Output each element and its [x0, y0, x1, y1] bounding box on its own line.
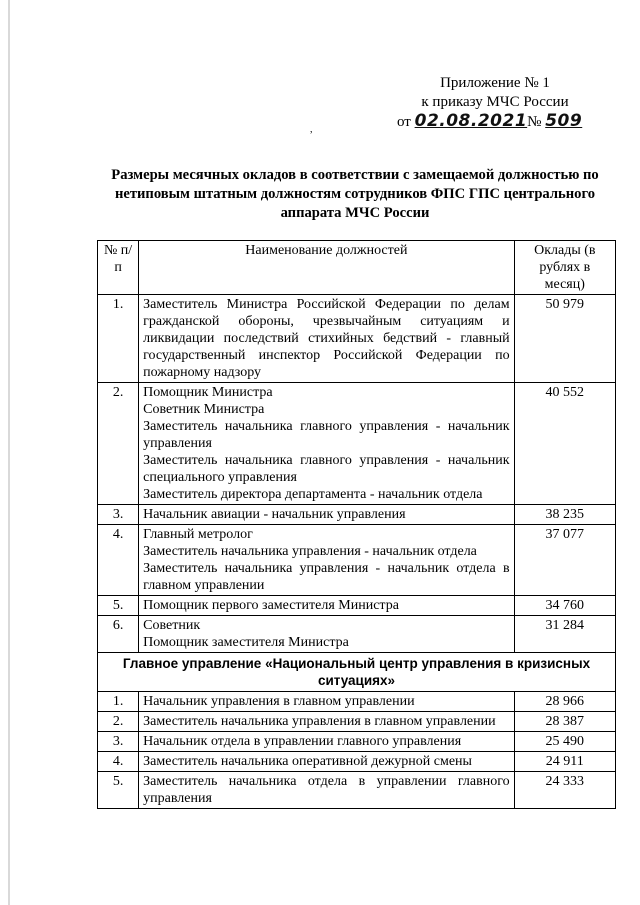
- position-title: Начальник авиации - начальник управления: [143, 507, 406, 522]
- document-title: Размеры месячных окладов в соответствии с замещаемой должностью по нетиповым штатным должностям сотрудников ФПС ГПС центрального аппарата МЧС России: [111, 167, 599, 221]
- number-sign: №: [527, 114, 542, 130]
- table-row: [98, 772, 616, 809]
- position-cell: [139, 383, 514, 505]
- position-title: Заместитель начальника главного управления - начальник управления: [143, 419, 510, 451]
- row-number: 5.: [98, 772, 139, 809]
- table-row: [98, 505, 616, 525]
- position-cell: [139, 616, 514, 653]
- attachment-line: Приложение № 1: [440, 75, 550, 91]
- position-cell: [139, 295, 514, 383]
- table-row: [98, 295, 616, 383]
- row-number: 1.: [98, 295, 139, 383]
- table-row: [98, 752, 616, 772]
- table-row: [98, 732, 616, 752]
- salary-value: 24 911: [514, 752, 615, 772]
- handwritten-date: 02.08.2021: [414, 111, 528, 131]
- table-row: [98, 383, 616, 505]
- row-number: 4.: [98, 525, 139, 596]
- position-title: Помощник Министра: [143, 385, 273, 400]
- row-number: 3.: [98, 505, 139, 525]
- row-number: 6.: [98, 616, 139, 653]
- position-title: Советник: [143, 618, 201, 633]
- main-rows: [98, 295, 616, 653]
- section-row: [98, 653, 616, 692]
- salary-value: 50 979: [514, 295, 615, 383]
- table-row: [98, 616, 616, 653]
- header-salary: Оклады (в рублях в месяц): [514, 241, 615, 295]
- handwritten-number: 509: [545, 111, 583, 131]
- position-cell: [139, 505, 514, 525]
- table-row: [98, 692, 616, 712]
- row-number: 3.: [98, 732, 139, 752]
- position-cell: [139, 596, 514, 616]
- position-title: Заместитель директора департамента - начальник отдела: [143, 487, 483, 502]
- position-title: Заместитель начальника управления в главном управлении: [143, 714, 496, 729]
- position-title: Заместитель начальника оперативной дежурной смены: [143, 754, 472, 769]
- position-title: Советник Министра: [143, 402, 265, 417]
- position-title: Помощник первого заместителя Министра: [143, 598, 399, 613]
- order-date-line: [395, 112, 595, 132]
- row-number: 2.: [98, 712, 139, 732]
- scan-edge: [8, 0, 10, 905]
- salary-value: 28 387: [514, 712, 615, 732]
- row-number: 2.: [98, 383, 139, 505]
- stray-mark: ,: [310, 124, 313, 135]
- attachment-header: [395, 74, 595, 132]
- position-title: Заместитель начальника отдела в управлении главного управления: [143, 774, 510, 806]
- salary-table: [97, 240, 616, 809]
- salary-value: 37 077: [514, 525, 615, 596]
- position-title: Начальник отдела в управлении главного управления: [143, 734, 462, 749]
- salary-value: 34 760: [514, 596, 615, 616]
- table-row: [98, 596, 616, 616]
- position-cell: [139, 712, 514, 732]
- row-number: 1.: [98, 692, 139, 712]
- position-cell: [139, 732, 514, 752]
- header-num: № п/п: [98, 241, 139, 295]
- salary-value: 24 333: [514, 772, 615, 809]
- salary-value: 28 966: [514, 692, 615, 712]
- position-title: Главный метролог: [143, 527, 253, 542]
- position-title: Помощник заместителя Министра: [143, 635, 349, 650]
- section-rows: [98, 692, 616, 809]
- table-row: [98, 712, 616, 732]
- salary-value: 40 552: [514, 383, 615, 505]
- position-title: Заместитель Министра Российской Федерации по делам гражданской обороны, чрезвычайным ситуациям и ликвидации последствий стихийных бедствий - главный государственный инспектор Российской Федерации по пожарному надзору: [143, 297, 510, 380]
- table-header-row: [98, 241, 616, 295]
- position-cell: [139, 692, 514, 712]
- salary-value: 25 490: [514, 732, 615, 752]
- salary-value: 31 284: [514, 616, 615, 653]
- position-cell: [139, 752, 514, 772]
- position-title: Заместитель начальника управления - начальник отдела: [143, 544, 477, 559]
- order-line: к приказу МЧС России: [421, 94, 569, 110]
- date-prefix: от: [397, 114, 411, 130]
- table-row: [98, 525, 616, 596]
- row-number: 4.: [98, 752, 139, 772]
- salary-value: 38 235: [514, 505, 615, 525]
- position-cell: [139, 772, 514, 809]
- position-title: Заместитель начальника главного управления - начальник специального управления: [143, 453, 510, 485]
- position-title: Заместитель начальника управления - начальник отдела в главном управлении: [143, 561, 510, 593]
- position-title: Начальник управления в главном управлении: [143, 694, 415, 709]
- header-name: Наименование должностей: [139, 241, 514, 295]
- position-cell: [139, 525, 514, 596]
- section-title: Главное управление «Национальный центр управления в кризисных ситуациях»: [98, 653, 616, 692]
- row-number: 5.: [98, 596, 139, 616]
